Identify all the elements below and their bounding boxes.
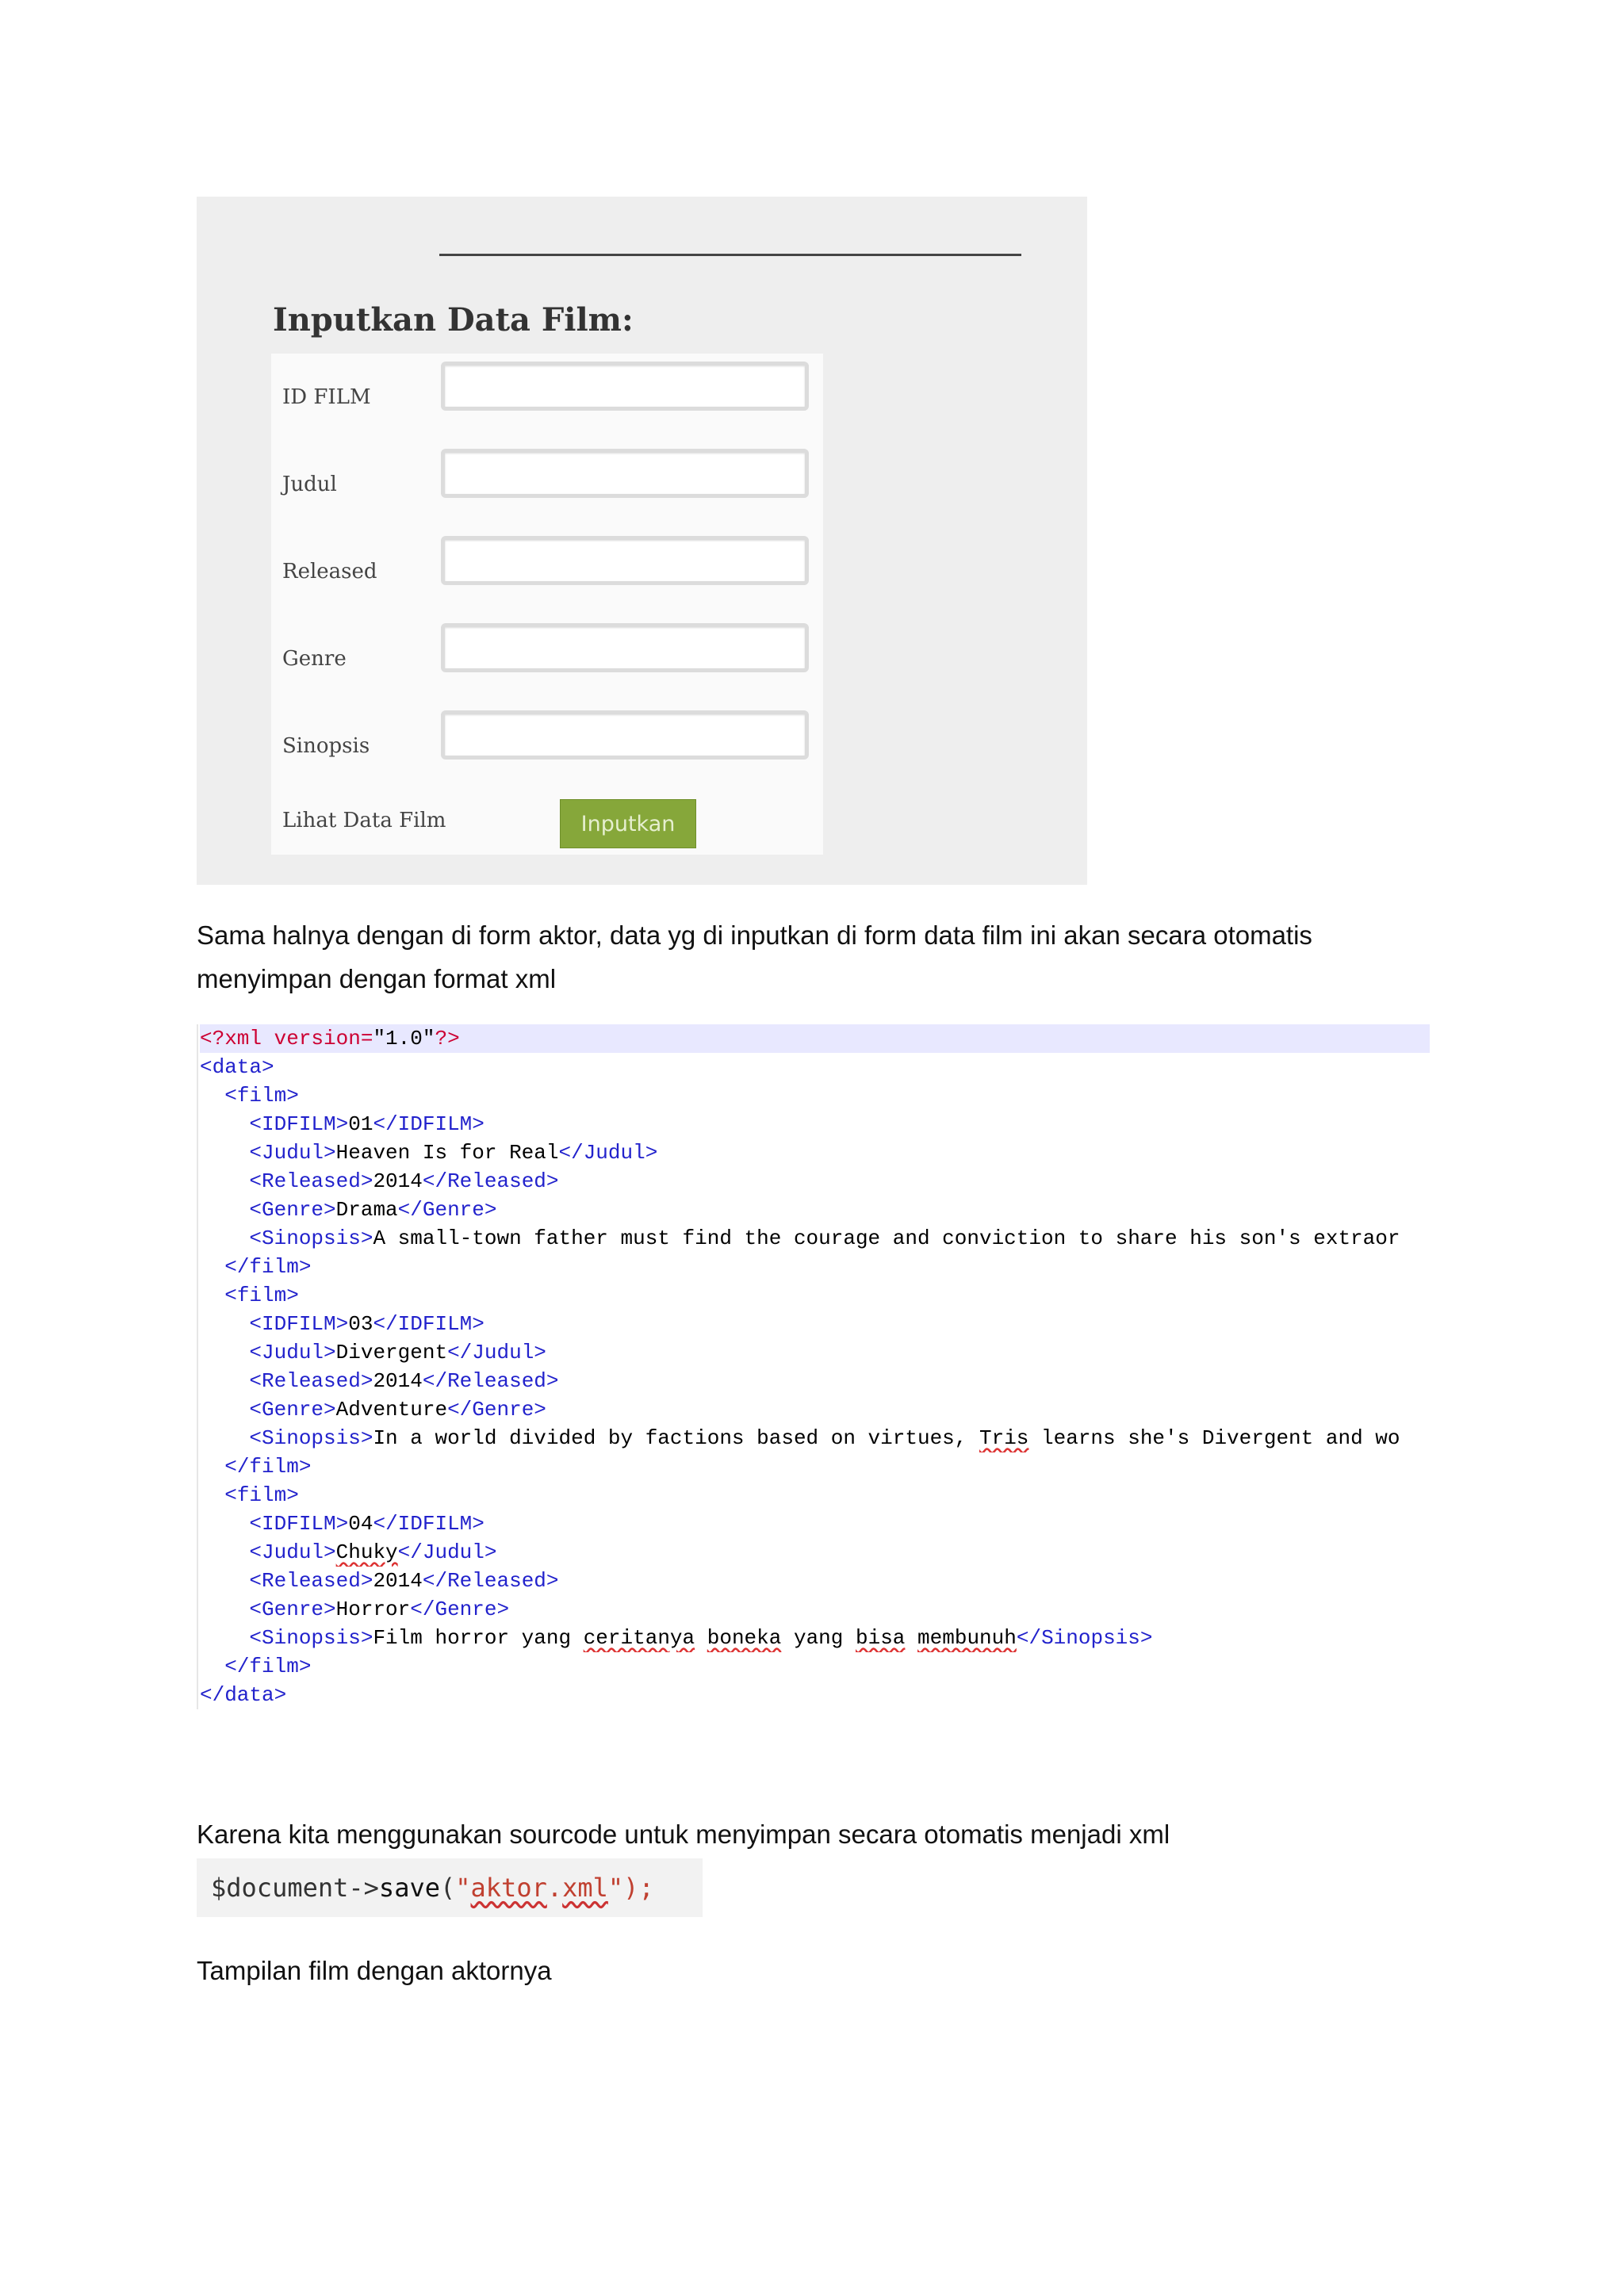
code-line: <Sinopsis>Film horror yang ceritanya boneka yang bisa membunuh</Sinopsis> <box>249 1626 1153 1650</box>
idfilm-input[interactable] <box>441 362 809 411</box>
code-line: <Judul>Heaven Is for Real</Judul> <box>249 1141 658 1165</box>
form-title: Inputkan Data Film: <box>273 301 634 339</box>
field-label-genre: Genre <box>282 647 347 671</box>
code-line: <Released>2014</Released> <box>249 1169 559 1193</box>
code-line: <film> <box>224 1284 299 1307</box>
field-row-judul <box>271 449 823 512</box>
form-panel <box>271 354 823 855</box>
field-row-idfilm <box>271 362 823 425</box>
paragraph-sourcecode-note: Karena kita menggunakan sourcode untuk menyimpan secara otomatis menjadi xml <box>197 1820 1170 1849</box>
code-line: <Judul>Chuky</Judul> <box>249 1540 497 1564</box>
field-row-released <box>271 536 823 599</box>
code-line: <Sinopsis>In a world divided by factions based on virtues, Tris learns she's Divergent and wo <box>249 1426 1400 1450</box>
field-label-idfilm: ID FILM <box>282 385 371 409</box>
code-line: <IDFILM>03</IDFILM> <box>249 1312 485 1336</box>
code-line-xml-declaration: <?xml version="1.0"?> <box>200 1024 1430 1053</box>
code-line: </film> <box>224 1255 312 1279</box>
field-label-released: Released <box>282 560 377 584</box>
field-row-genre <box>271 623 823 687</box>
genre-input[interactable] <box>441 623 809 672</box>
field-label-sinopsis: Sinopsis <box>282 734 370 758</box>
divider-line <box>439 254 1021 256</box>
paragraph-line: menyimpan dengan format xml <box>197 964 557 993</box>
paragraph-form-description <box>197 913 1434 1001</box>
code-line: </data> <box>200 1683 287 1707</box>
field-row-sinopsis <box>271 710 823 774</box>
code-line: <Released>2014</Released> <box>249 1569 559 1593</box>
form-screenshot <box>197 197 1087 885</box>
code-line: <data> <box>200 1055 274 1079</box>
code-line: <Released>2014</Released> <box>249 1369 559 1393</box>
paragraph-display-note: Tampilan film dengan aktornya <box>197 1956 552 1985</box>
code-line: <Genre>Adventure</Genre> <box>249 1398 546 1422</box>
released-input[interactable] <box>441 536 809 585</box>
code-line: <Sinopsis>A small-town father must find the courage and conviction to share his son's extraor <box>249 1226 1400 1250</box>
code-line: </film> <box>224 1455 312 1479</box>
code-line: <film> <box>224 1084 299 1108</box>
code-line: <film> <box>224 1483 299 1507</box>
code-line: </film> <box>224 1655 312 1678</box>
code-line: <IDFILM>01</IDFILM> <box>249 1112 485 1136</box>
sinopsis-input[interactable] <box>441 710 809 760</box>
code-gutter <box>197 1024 198 1709</box>
php-code-snippet <box>197 1858 703 1917</box>
code-line: <Judul>Divergent</Judul> <box>249 1341 546 1364</box>
code-line: <IDFILM>04</IDFILM> <box>249 1512 485 1536</box>
code-line: <Genre>Drama</Genre> <box>249 1198 497 1222</box>
paragraph-line: Sama halnya dengan di form aktor, data yg di inputkan di form data film ini akan secara otomatis <box>197 920 1312 950</box>
inputkan-button[interactable]: Inputkan <box>560 799 696 848</box>
xml-code-block <box>197 1024 1430 1714</box>
code-line: <Genre>Horror</Genre> <box>249 1598 510 1621</box>
php-code-line: $document->save("aktor.xml"); <box>211 1873 654 1903</box>
field-label-judul: Judul <box>282 473 337 496</box>
lihat-data-film-link[interactable]: Lihat Data Film <box>282 809 446 832</box>
judul-input[interactable] <box>441 449 809 498</box>
